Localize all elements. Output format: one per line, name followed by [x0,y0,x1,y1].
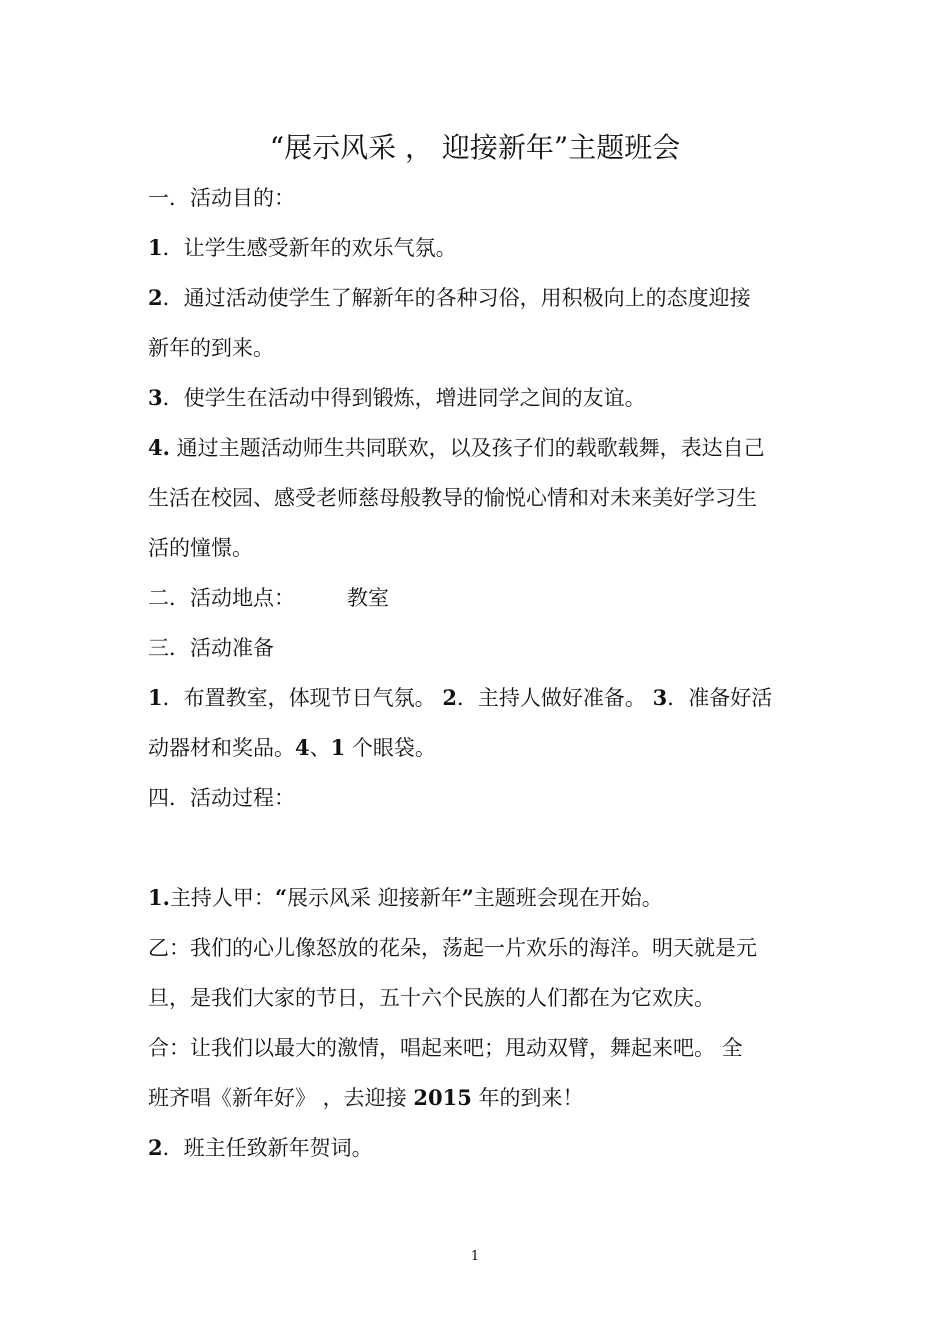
item-text: 乙：我们的心儿像怒放的花朵，荡起一片欢乐的海洋。明天就是元 [148,936,757,960]
process-yi-line-1 [148,933,757,963]
item-text: 新年的到来。 [148,336,274,360]
item-number: 1 [330,735,346,760]
page-title [0,128,950,168]
item-number: 3 [652,685,668,710]
item-number: 4. [148,435,170,460]
item-text: ．通过活动使学生了解新年的各种习俗，用积极向上的态度迎接 [162,286,751,310]
item-text: ．让学生感受新年的欢乐气氛。 [162,236,457,260]
quote-mark: “ [274,885,288,910]
item-number: 2 [148,1135,163,1160]
item-text: 年的到来！ [471,1086,584,1110]
goal-item-3 [148,383,646,413]
process-he-line-1 [148,1033,743,1063]
item-text: ．主持人做好准备。 [456,686,653,710]
item-text: 展示风采 迎接新年 [287,886,462,910]
item-text: 、 [309,736,331,760]
process-he-line-2 [148,1083,584,1113]
location-value: 教室 [347,586,389,610]
goal-item-4-line-1 [148,433,765,463]
goal-item-4-line-3 [148,533,253,563]
process-item-2 [148,1133,373,1163]
prep-line-2 [148,733,436,763]
item-text: ．使学生在活动中得到锻炼，增进同学之间的友谊。 [162,386,646,410]
goal-item-4-line-2 [148,483,757,513]
title-text: “展示风采 ， 迎接新年”主题班会 [269,131,681,164]
section-heading-text: 二．活动地点： [148,586,295,610]
item-number: 4 [295,735,310,760]
section-heading-goals [148,183,295,213]
item-number: 3 [148,385,163,410]
item-number: 1 [148,235,163,260]
item-text: ．布置教室，体现节日气氛。 [162,686,443,710]
item-text: 动器材和奖品。 [148,736,295,760]
item-text: 旦，是我们大家的节日，五十六个民族的人们都在为它欢庆。 [148,986,715,1010]
goal-item-1 [148,233,457,263]
item-text: ．准备好活 [667,686,773,710]
item-text: ．班主任致新年贺词。 [162,1136,373,1160]
section-heading-preparation [148,633,274,663]
item-number: 2 [148,285,163,310]
item-text: 通过主题活动师生共同联欢，以及孩子们的载歌载舞，表达自己 [169,436,765,460]
item-text: 生活在校园、感受老师慈母般教导的愉悦心情和对未来美好学习生 [148,486,757,510]
item-text: 班齐唱《新年好》 ，去迎接 [148,1086,414,1110]
section-heading-text: 四．活动过程： [148,786,295,810]
section-heading-text: 三．活动准备 [148,636,274,660]
page-number [0,1248,950,1266]
item-text: 主题班会现在开始。 [473,886,663,910]
process-item-1 [148,883,663,913]
process-yi-line-2 [148,983,715,1013]
item-number: 1 [148,685,163,710]
item-text: 主持人甲： [169,886,275,910]
item-number: 2 [442,685,457,710]
page-number-text: 1 [470,1249,480,1264]
year-number: 2015 [413,1085,472,1110]
section-heading-text: 一．活动目的： [148,186,295,210]
section-heading-process [148,783,295,813]
item-text: 合：让我们以最大的激情，唱起来吧；甩动双臂，舞起来吧。 全 [148,1036,743,1060]
section-heading-location [148,583,389,613]
goal-item-2-line-1 [148,283,751,313]
quote-mark: ” [461,885,474,910]
item-text: 活的憧憬。 [148,536,253,560]
prep-line-1 [148,683,772,713]
item-text: 个眼袋。 [345,736,436,760]
goal-item-2-line-2 [148,333,274,363]
item-number: 1. [148,885,170,910]
